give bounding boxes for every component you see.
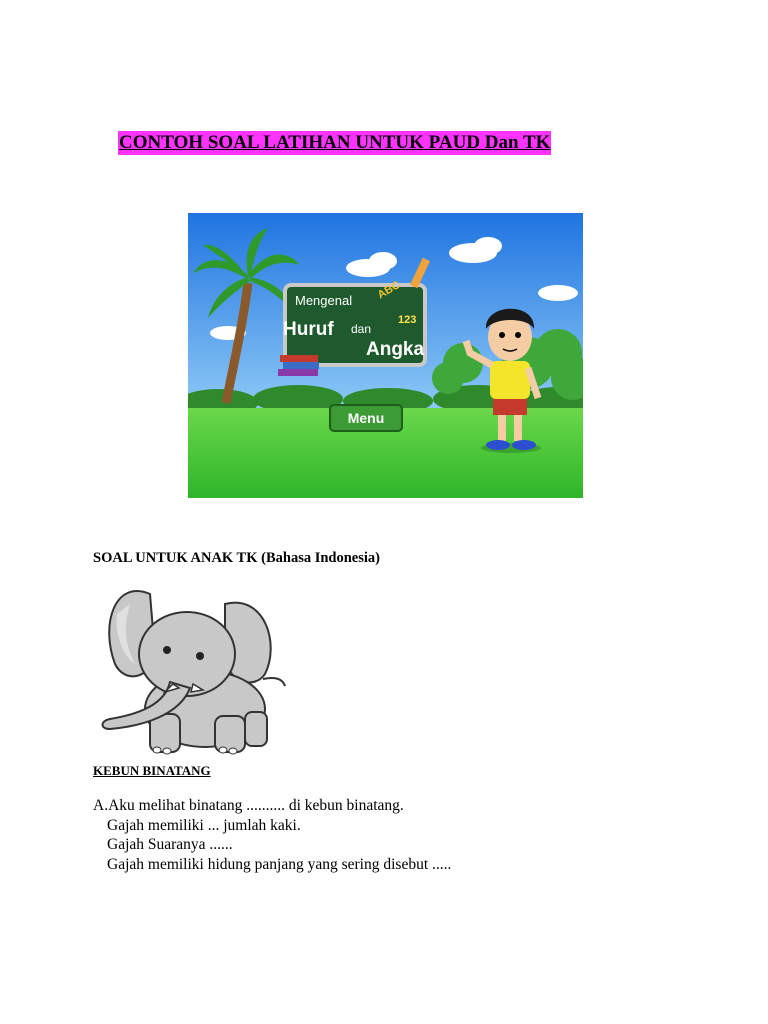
question-item: Gajah memiliki ... jumlah kaki. <box>107 816 301 834</box>
question-item: Gajah Suaranya ...... <box>107 836 233 853</box>
sign-mengenal: Mengenal <box>295 293 353 308</box>
question-list <box>93 796 451 874</box>
books-icon <box>280 355 318 362</box>
section-heading: SOAL UNTUK ANAK TK (Bahasa Indonesia) <box>93 550 380 566</box>
question-item: Gajah memiliki hidung panjang yang sering disebut ..... <box>107 855 452 873</box>
sign-angka: Angka <box>366 339 425 360</box>
subsection-title: KEBUN BINATANG <box>93 763 211 778</box>
menu-button[interactable] <box>330 405 402 431</box>
menu-button-label[interactable]: Menu <box>347 410 385 426</box>
badge-abc: ABC <box>375 279 403 302</box>
elephant-illustration <box>95 584 290 759</box>
sign-dan: dan <box>351 322 372 336</box>
badge-123: 123 <box>398 314 417 326</box>
banner-image <box>188 213 583 498</box>
question-item: A.Aku melihat binatang .......... di kebun binatang. <box>93 797 404 814</box>
sign-huruf: Huruf <box>283 319 334 340</box>
page-title: CONTOH SOAL LATIHAN UNTUK PAUD Dan TK <box>119 132 551 153</box>
